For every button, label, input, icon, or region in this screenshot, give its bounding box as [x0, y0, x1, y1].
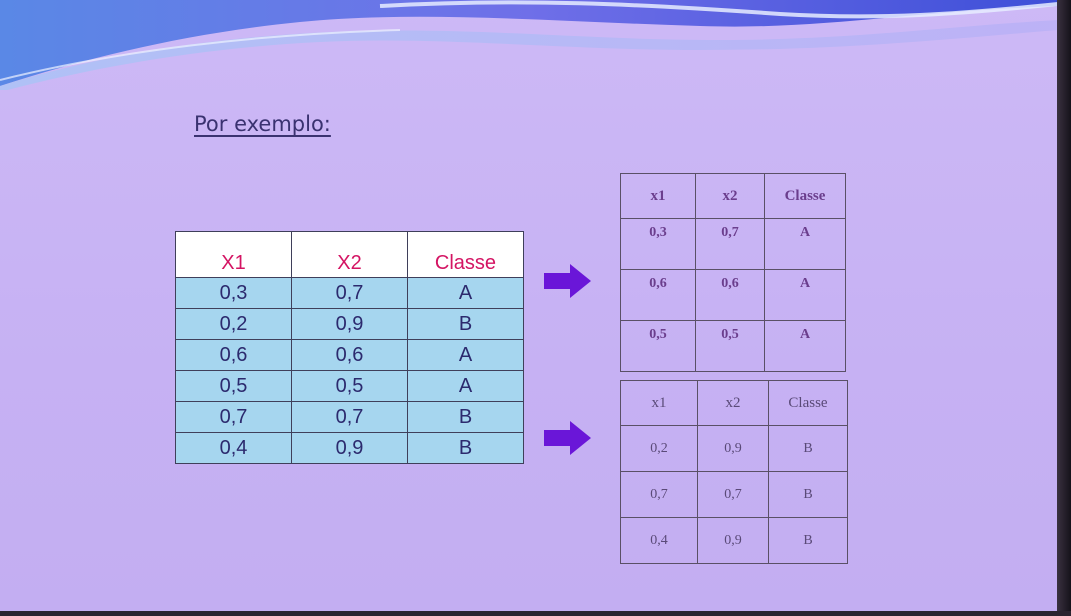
header-x2: x2: [698, 381, 769, 426]
header-classe: Classe: [765, 174, 846, 219]
table-row: [176, 309, 524, 340]
cell-x1: 0,3: [176, 278, 292, 309]
table-row: [621, 472, 848, 518]
header-x1: x1: [621, 381, 698, 426]
table-row: [621, 426, 848, 472]
cell-classe: B: [769, 472, 848, 518]
table-row: [176, 433, 524, 464]
cell-x1: 0,5: [176, 371, 292, 402]
header-x2: x2: [696, 174, 765, 219]
right-arrow-icon: [544, 421, 592, 455]
cell-x1: 0,4: [176, 433, 292, 464]
table-header-row: [621, 381, 848, 426]
cell-x2: 0,7: [698, 472, 769, 518]
table-row: [176, 371, 524, 402]
cell-x2: 0,7: [696, 219, 765, 270]
cell-classe: B: [769, 518, 848, 564]
cell-x1: 0,3: [621, 219, 696, 270]
cell-classe: B: [408, 402, 524, 433]
main-table: [175, 231, 524, 464]
cell-x2: 0,9: [698, 426, 769, 472]
cell-x1: 0,5: [621, 321, 696, 372]
class-b-table: [620, 380, 848, 564]
table-row: [176, 340, 524, 371]
header-classe: Classe: [408, 232, 524, 278]
cell-classe: B: [408, 309, 524, 340]
header-wave-decoration: [0, 0, 1058, 90]
cell-classe: A: [765, 321, 846, 372]
cell-classe: A: [765, 270, 846, 321]
header-x1: X1: [176, 232, 292, 278]
header-classe: Classe: [769, 381, 848, 426]
screen-bezel-bottom: [0, 611, 1071, 616]
header-x1: x1: [621, 174, 696, 219]
table-row: [621, 518, 848, 564]
table-header-row: [621, 174, 846, 219]
cell-classe: A: [408, 371, 524, 402]
cell-x2: 0,9: [292, 433, 408, 464]
cell-x2: 0,6: [696, 270, 765, 321]
cell-x2: 0,6: [292, 340, 408, 371]
screen-bezel-right: [1057, 0, 1071, 616]
cell-classe: B: [769, 426, 848, 472]
cell-x1: 0,6: [176, 340, 292, 371]
cell-classe: A: [765, 219, 846, 270]
cell-classe: B: [408, 433, 524, 464]
header-x2: X2: [292, 232, 408, 278]
table-header-row: [176, 232, 524, 278]
slide-title: Por exemplo:: [194, 112, 331, 136]
cell-classe: A: [408, 278, 524, 309]
cell-x2: 0,5: [696, 321, 765, 372]
cell-x1: 0,6: [621, 270, 696, 321]
cell-x2: 0,9: [292, 309, 408, 340]
cell-x1: 0,2: [621, 426, 698, 472]
cell-x1: 0,7: [176, 402, 292, 433]
table-row: [621, 219, 846, 270]
cell-x2: 0,7: [292, 402, 408, 433]
cell-x2: 0,9: [698, 518, 769, 564]
cell-x1: 0,7: [621, 472, 698, 518]
cell-x2: 0,7: [292, 278, 408, 309]
table-row: [176, 278, 524, 309]
cell-x1: 0,2: [176, 309, 292, 340]
table-row: [621, 321, 846, 372]
cell-x1: 0,4: [621, 518, 698, 564]
right-arrow-icon: [544, 264, 592, 298]
class-a-table: [620, 173, 846, 372]
cell-classe: A: [408, 340, 524, 371]
table-row: [621, 270, 846, 321]
cell-x2: 0,5: [292, 371, 408, 402]
table-row: [176, 402, 524, 433]
